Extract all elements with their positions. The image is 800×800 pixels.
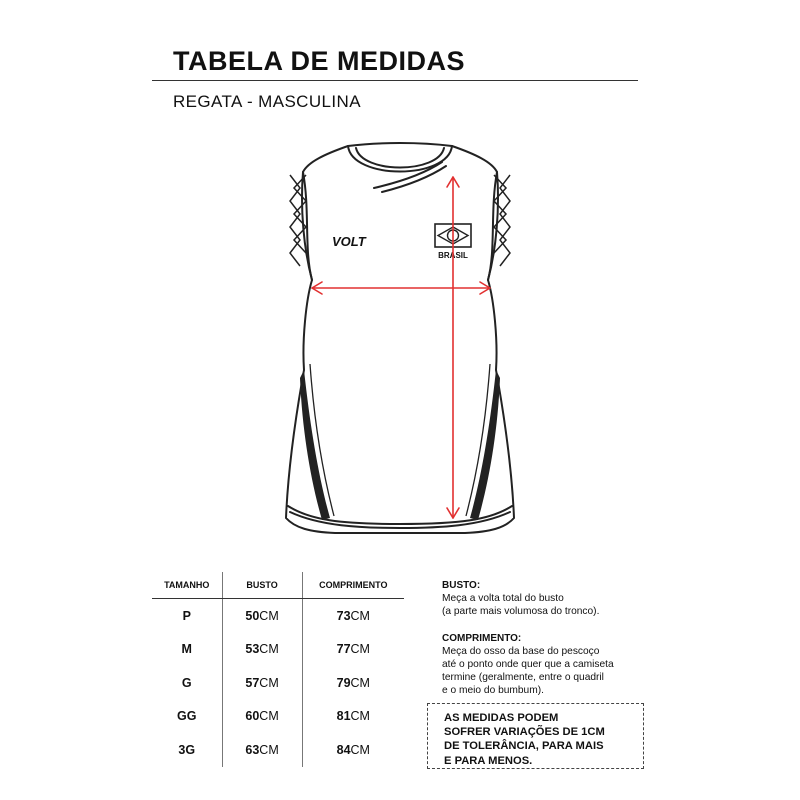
length-value: 84CM (336, 742, 370, 757)
length-note-text: Meça do osso da base do pescoço até o ponto onde quer que a camiseta termine (geralmente, entre o quadril e o meio do bumbum). (442, 645, 614, 697)
brand-logo-text: VOLT (332, 234, 366, 249)
page-subtitle: REGATA - MASCULINA (173, 92, 361, 111)
length-value: 77CM (336, 642, 370, 657)
table-row (152, 599, 404, 633)
tolerance-notice: AS MEDIDAS PODEM SOFRER VARIAÇÕES DE 1CM DE TOLERÂNCIA, PARA MAIS E PARA MENOS. (427, 703, 644, 769)
bust-value: 60CM (222, 700, 302, 734)
tank-top-diagram (260, 140, 540, 540)
measurement-notes (442, 579, 657, 698)
table-row (152, 733, 404, 767)
column-header-size: TAMANHO (152, 572, 222, 599)
size-label: M (152, 633, 222, 667)
size-table (152, 572, 404, 767)
size-label: GG (152, 700, 222, 734)
length-value: 73CM (336, 608, 370, 623)
table-row (152, 633, 404, 667)
bust-note-text: Meça a volta total do busto (a parte mais volumosa do tronco). (442, 593, 600, 618)
column-header-bust: BUSTO (222, 572, 302, 599)
bust-value: 57CM (222, 666, 302, 700)
table-row (152, 666, 404, 700)
volt-logo-icon (332, 234, 367, 249)
page-title: TABELA DE MEDIDAS (173, 46, 465, 76)
bust-value: 53CM (222, 633, 302, 667)
neckline-inner (356, 148, 444, 168)
tank-top-outline (286, 143, 514, 533)
column-header-length: COMPRIMENTO (302, 572, 404, 599)
length-value: 79CM (336, 675, 370, 690)
badge-text: BRASIL (438, 251, 468, 260)
measure-arrow-icon (312, 177, 490, 518)
bust-value: 50CM (222, 599, 302, 633)
size-label: G (152, 666, 222, 700)
bust-note-title: BUSTO: (442, 580, 481, 591)
side-panel-left (300, 370, 330, 520)
table-row (152, 700, 404, 734)
size-label: 3G (152, 733, 222, 767)
title-divider (152, 80, 638, 81)
length-value: 81CM (336, 709, 370, 724)
table-header-row (152, 572, 404, 599)
size-label: P (152, 599, 222, 633)
side-panel-right (470, 370, 500, 520)
length-note-title: COMPRIMENTO: (442, 632, 522, 644)
bust-value: 63CM (222, 733, 302, 767)
